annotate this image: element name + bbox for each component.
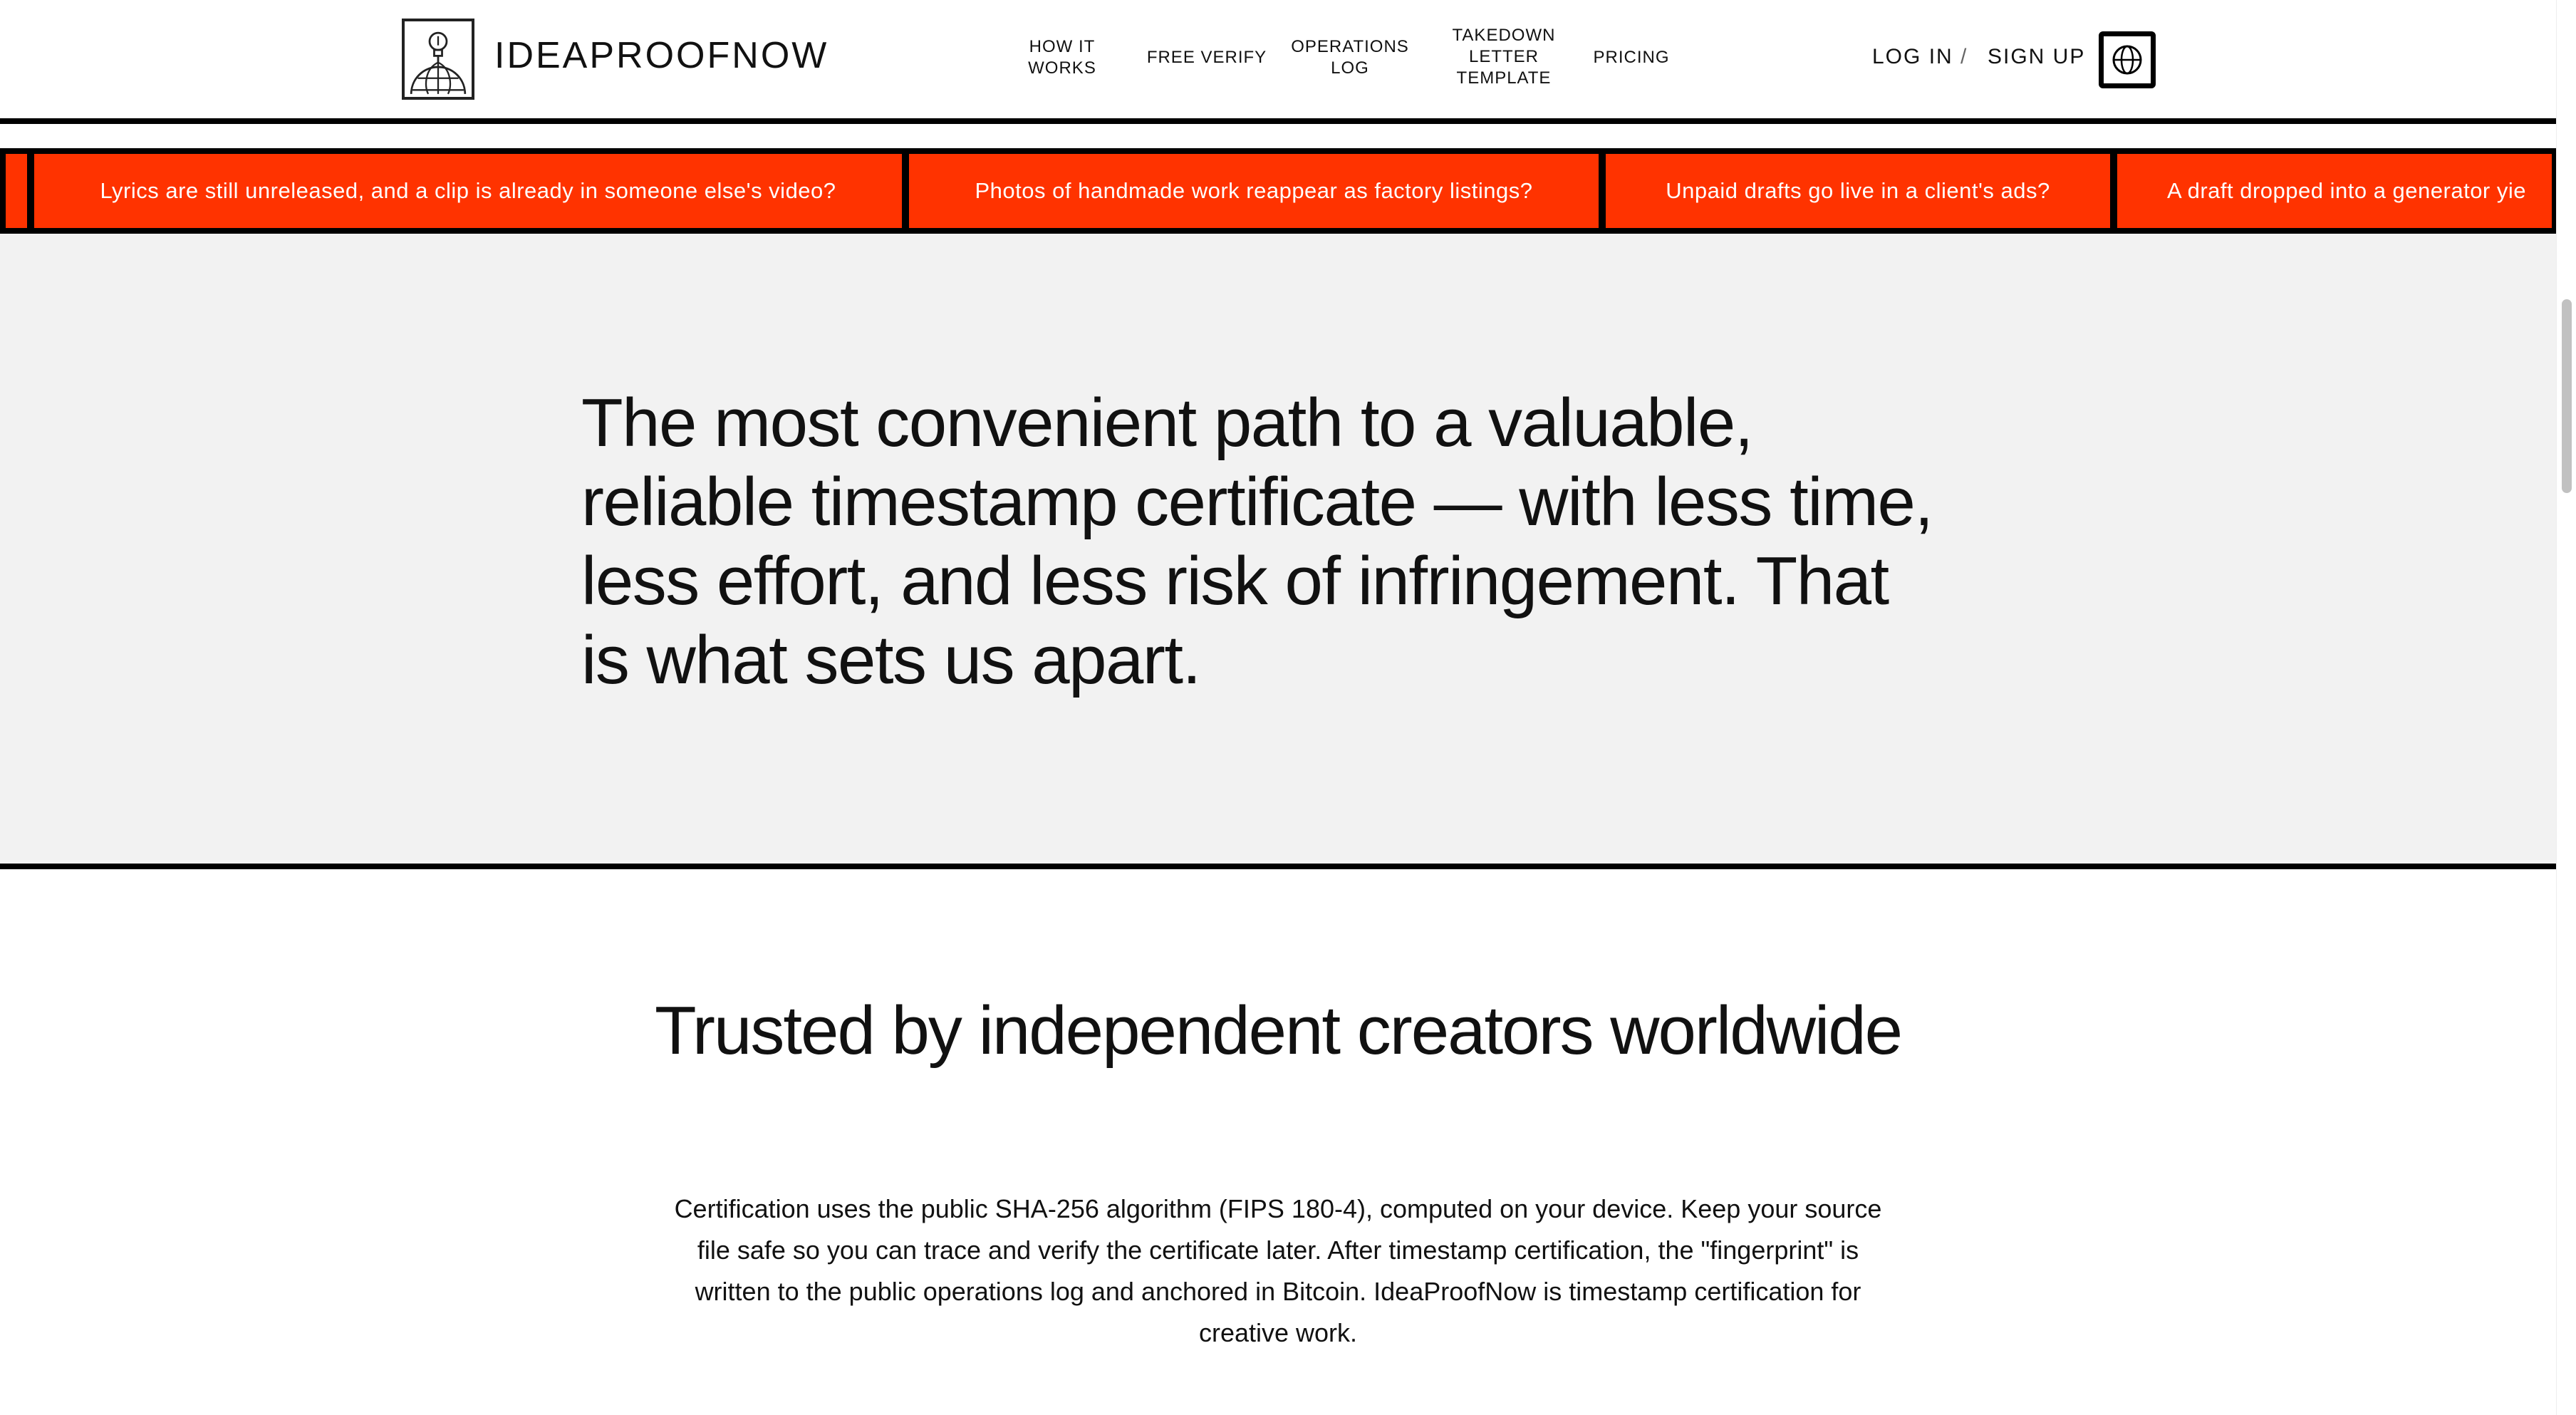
auth-separator: / (1960, 45, 1968, 68)
language-button[interactable] (2099, 31, 2156, 88)
value-statement: The most convenient path to a valuable, reliable timestamp certificate — with less time, less effort, and less risk of infringement. That is what sets us apart. (581, 385, 1933, 698)
nav-operations-log-label: OPERATIONS LOG (1291, 37, 1409, 78)
nav-pricing-label: PRICING (1593, 48, 1670, 67)
nav-takedown-letter-template-label: TAKEDOWN LETTER TEMPLATE (1452, 26, 1556, 88)
nav-free-verify[interactable] (1143, 47, 1271, 68)
nav-how-it-works-label: HOW IT WORKS (1028, 37, 1096, 78)
signup-link[interactable]: SIGN UP (1988, 45, 2086, 68)
scrollbar-thumb[interactable] (2562, 299, 2572, 493)
ticker-item[interactable]: Lyrics are still unreleased, and a clip is already in someone else's video? (34, 154, 902, 228)
brand-name[interactable]: IDEAPROOFNOW (494, 35, 829, 76)
trusted-heading: Trusted by independent creators worldwide (654, 992, 1902, 1069)
login-link[interactable]: LOG IN (1872, 45, 1953, 68)
nav-free-verify-label: FREE VERIFY (1146, 48, 1267, 67)
value-statement-section (0, 234, 2556, 869)
ticker-item (6, 154, 27, 228)
nav-how-it-works[interactable] (1019, 36, 1106, 79)
page-scrollbar[interactable] (2556, 0, 2576, 1415)
ticker-item[interactable]: A draft dropped into a generator yie (2117, 154, 2552, 228)
ticker-item[interactable]: Photos of handmade work reappear as factory listings? (909, 154, 1599, 228)
ticker-item[interactable]: Unpaid drafts go live in a client's ads? (1606, 154, 2110, 228)
nav-pricing[interactable] (1582, 47, 1681, 68)
globe-icon (2104, 36, 2151, 83)
lightbulb-globe-icon[interactable] (402, 19, 474, 100)
trusted-description: Certification uses the public SHA-256 algorithm (FIPS 180-4), computed on your device. Keep your source file safe so you can trace and verify the certificate later. After timestamp certification, the "fingerprint" is written to the public operations log and anchored in Bitcoin. IdeaProofNow is timestamp certification for creative work. (674, 1194, 1882, 1347)
nav-operations-log[interactable] (1289, 36, 1411, 79)
nav-takedown-letter-template[interactable] (1446, 25, 1562, 89)
problem-ticker (0, 148, 2556, 234)
site-header (0, 0, 2556, 124)
